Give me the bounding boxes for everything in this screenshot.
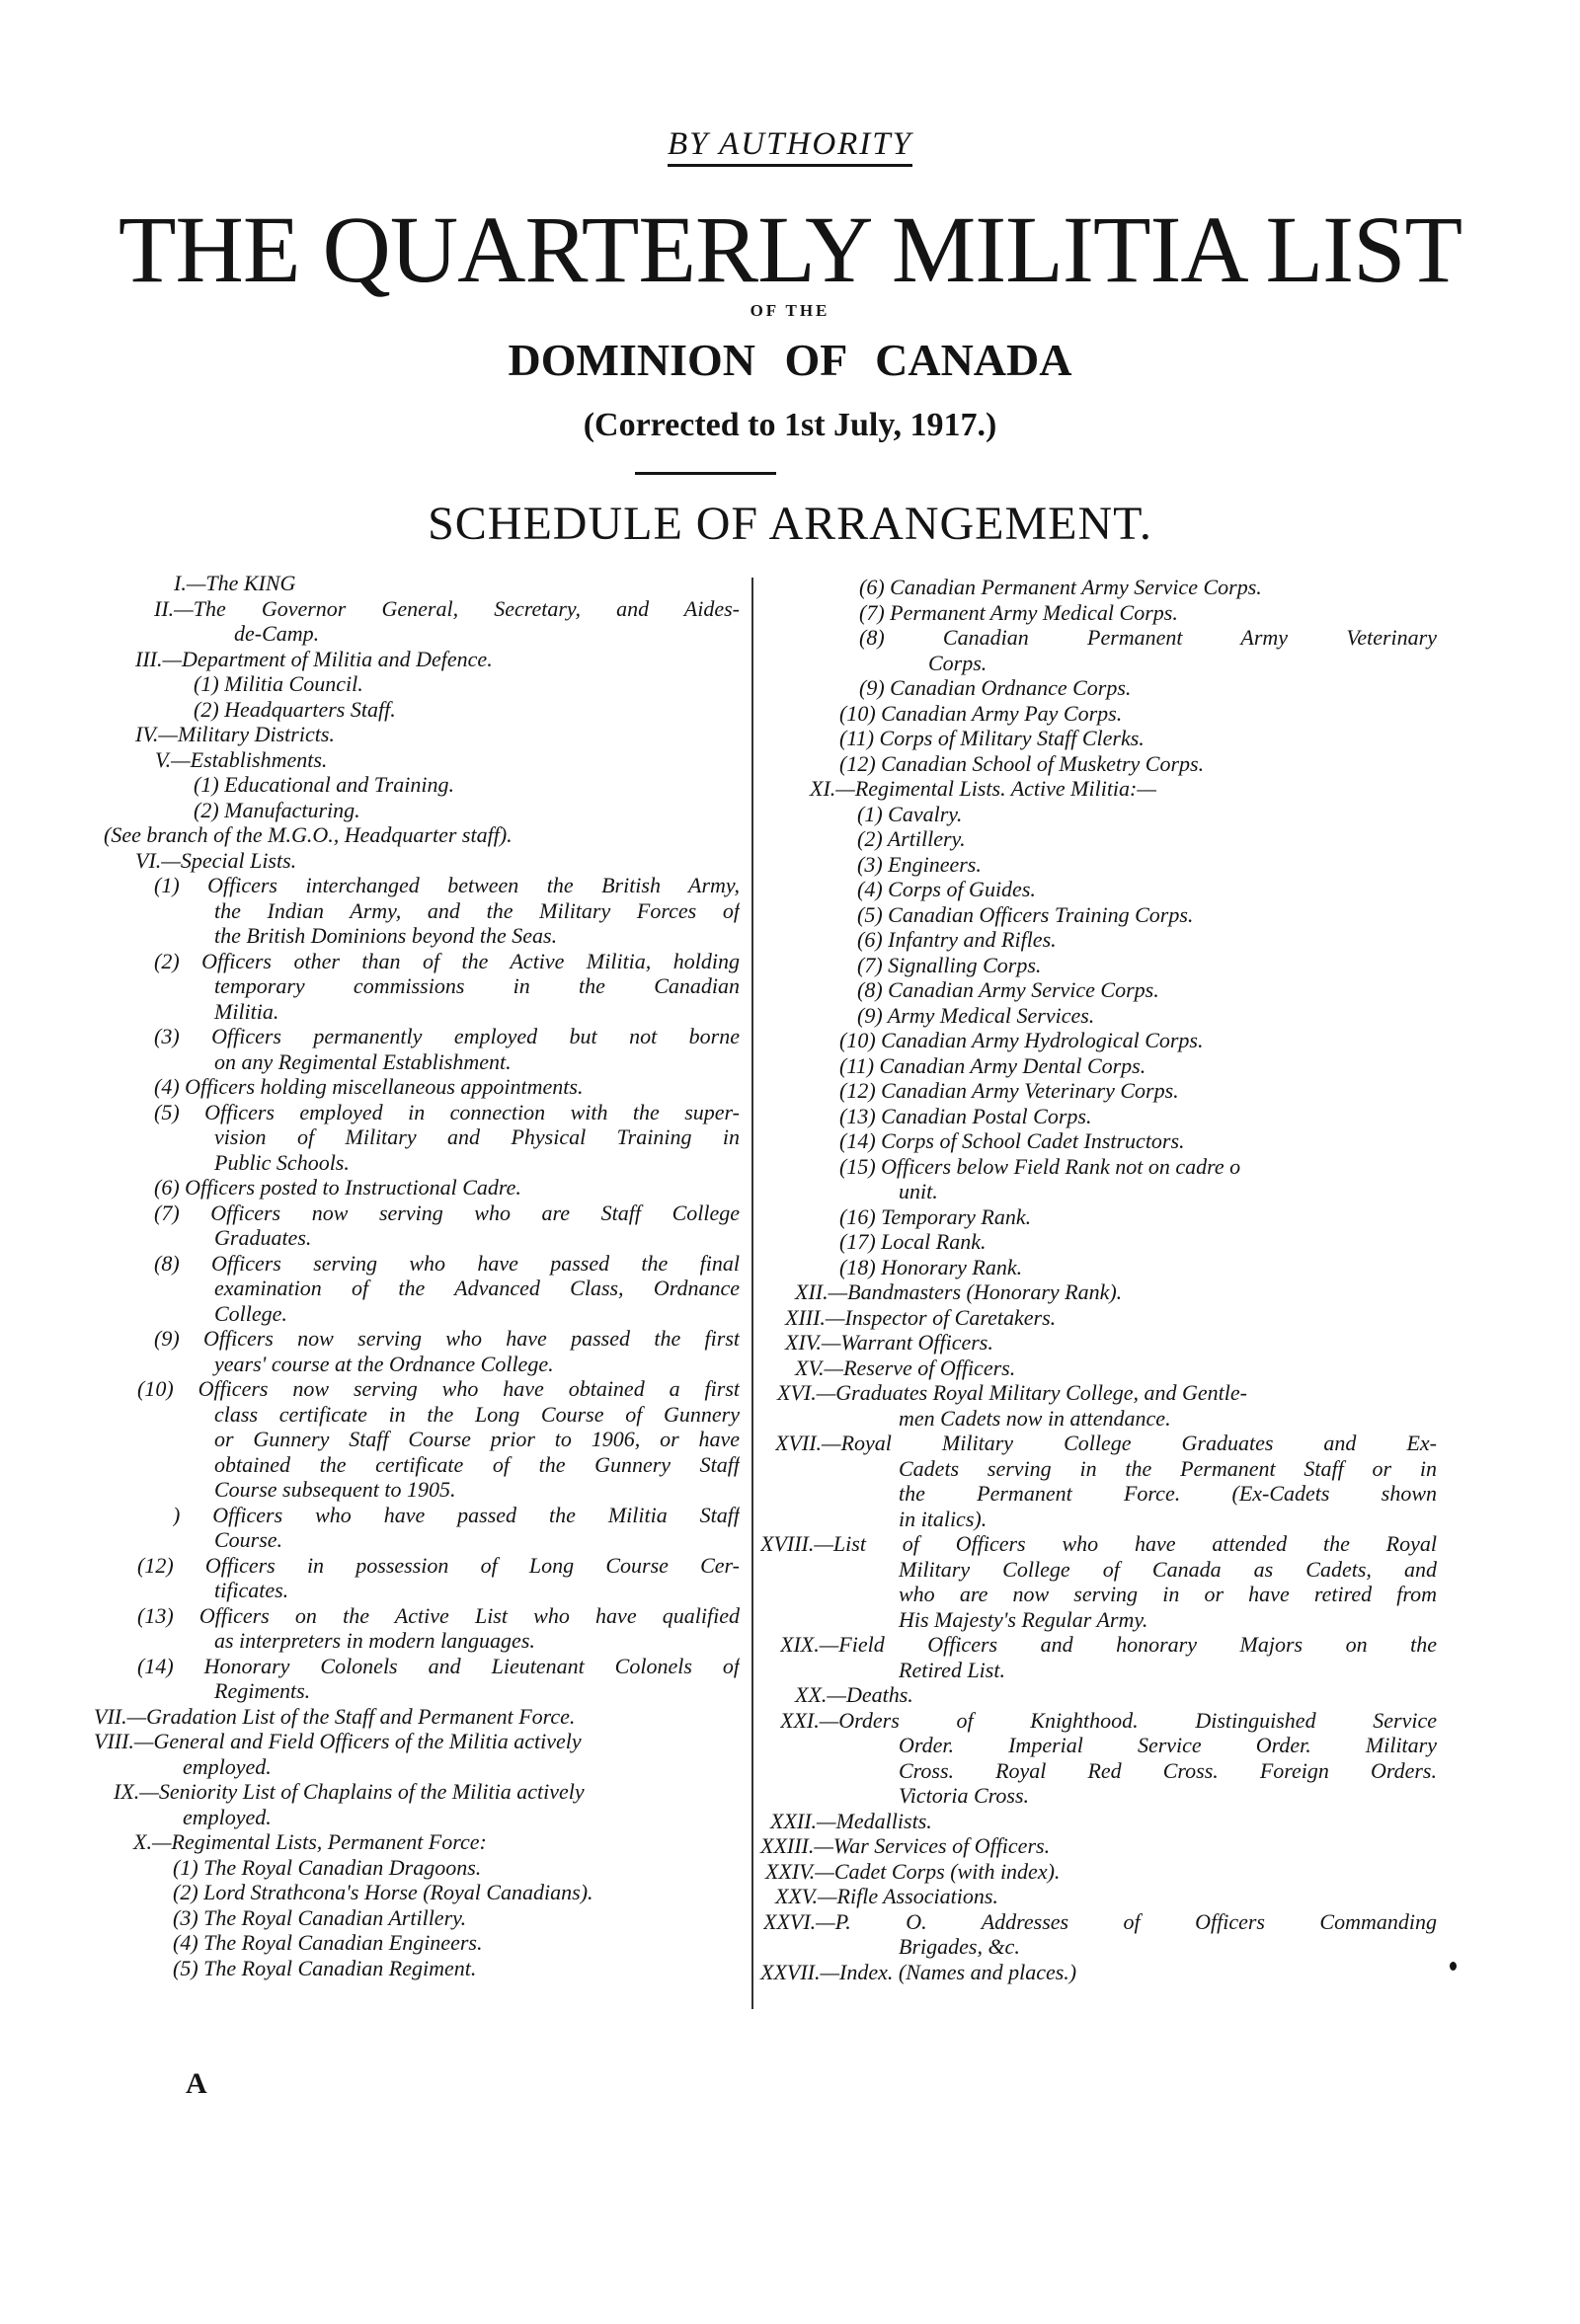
corrected-date: (Corrected to 1st July, 1917.) — [583, 407, 997, 443]
contents-entry: III.—Department of Militia and Defence. — [135, 646, 493, 671]
contents-entry: (7) Officers now serving who are Staff College — [154, 1200, 740, 1225]
contents-entry: IX.—Seniority List of Chaplains of the Militia actively — [114, 1779, 585, 1804]
contents-entry: VI.—Special Lists. — [135, 847, 297, 873]
contents-entry: XV.—Reserve of Officers. — [795, 1355, 1016, 1380]
contents-entry: (17) Local Rank. — [839, 1229, 987, 1254]
contents-entry: (10) Canadian Army Hydrological Corps. — [839, 1028, 1204, 1052]
contents-entry: (4) The Royal Canadian Engineers. — [173, 1930, 483, 1955]
contents-entry: XXII.—Medallists. — [770, 1808, 932, 1833]
contents-entry: on any Regimental Establishment. — [214, 1048, 512, 1074]
contents-entry: Course subsequent to 1905. — [214, 1477, 456, 1502]
contents-entry: (6) Infantry and Rifles. — [857, 927, 1057, 952]
margin-dot — [1450, 1962, 1457, 1971]
contents-entry: (4) Officers holding miscellaneous appointments. — [154, 1074, 584, 1099]
contents-entry: (8) Canadian Permanent Army Veterinary — [859, 625, 1437, 650]
right-column — [760, 575, 1442, 1984]
contents-entry: XIX.—Field Officers and honorary Majors on the — [780, 1632, 1437, 1657]
contents-entry: XXIV.—Cadet Corps (with index). — [765, 1858, 1061, 1884]
contents-entry: (1) Officers interchanged between the British Army, — [154, 873, 740, 897]
contents-entry: (13) Canadian Postal Corps. — [839, 1103, 1092, 1128]
page-signature-mark: A — [186, 2067, 207, 2100]
schedule-heading: SCHEDULE OF ARRANGEMENT. — [428, 498, 1152, 550]
contents-entry: the British Dominions beyond the Seas. — [214, 923, 558, 948]
contents-entry: V.—Establishments. — [155, 746, 328, 772]
contents-entry: Regiments. — [214, 1678, 311, 1703]
contents-entry: VIII.—General and Field Officers of the Militia actively — [94, 1729, 582, 1753]
contents-entry: Brigades, &c. — [899, 1934, 1020, 1959]
contents-entry: (1) Militia Council. — [194, 671, 363, 696]
contents-entry: (11) Canadian Army Dental Corps. — [839, 1052, 1146, 1078]
contents-entry: Course. — [214, 1527, 283, 1552]
contents-entry: XXVI.—P. O. Addresses of Officers Commanding — [763, 1908, 1437, 1934]
contents-entry: XVI.—Graduates Royal Military College, and Gentle- — [777, 1380, 1247, 1405]
contents-entry: (10) Canadian Army Pay Corps. — [839, 700, 1123, 726]
contents-entry: (9) Army Medical Services. — [857, 1002, 1095, 1028]
contents-entry: (6) Officers posted to Instructional Cadre. — [154, 1175, 521, 1200]
contents-entry: the Indian Army, and the Military Forces of — [214, 897, 740, 923]
contents-entry: XXI.—Orders of Knighthood. Distinguished Service — [780, 1707, 1437, 1733]
contents-entry: or Gunnery Staff Course prior to 1906, or have — [214, 1427, 740, 1451]
dominion-heading: DOMINION OF CANADA — [508, 335, 1072, 385]
by-authority-text: BY AUTHORITY — [668, 126, 912, 167]
contents-entry: (1) Cavalry. — [857, 801, 963, 826]
contents-entry: (5) Officers employed in connection with the super- — [154, 1099, 740, 1124]
contents-entry: men Cadets now in attendance. — [899, 1405, 1171, 1431]
contents-entry: (2) Lord Strathcona's Horse (Royal Canadians). — [173, 1880, 593, 1904]
contents-entry: VII.—Gradation List of the Staff and Permanent Force. — [94, 1703, 576, 1729]
contents-entry: Graduates. — [214, 1225, 312, 1250]
contents-entry: XIV.—Warrant Officers. — [785, 1330, 993, 1355]
contents-entry: (7) Permanent Army Medical Corps. — [859, 599, 1178, 625]
contents-entry: Public Schools. — [214, 1149, 350, 1175]
contents-entry: class certificate in the Long Course of Gunnery — [214, 1401, 740, 1427]
contents-entry: obtained the certificate of the Gunnery Staff — [214, 1451, 740, 1477]
contents-entry: IV.—Military Districts. — [135, 722, 335, 746]
contents-entry: (2) Headquarters Staff. — [194, 696, 396, 722]
contents-entry: (5) Canadian Officers Training Corps. — [857, 901, 1194, 927]
contents-entry: XIII.—Inspector of Caretakers. — [785, 1304, 1057, 1330]
contents-entry: examination of the Advanced Class, Ordnance — [214, 1276, 740, 1300]
contents-entry: (12) Canadian Army Veterinary Corps. — [839, 1078, 1179, 1103]
contents-entry: I.—The KING — [174, 571, 296, 595]
contents-entry: ) Officers who have passed the Militia Staff — [173, 1502, 740, 1527]
contents-entry: as interpreters in modern languages. — [214, 1628, 535, 1653]
contents-entry: (4) Corps of Guides. — [857, 877, 1036, 901]
contents-entry: (2) Manufacturing. — [194, 797, 360, 822]
contents-entry: Cadets serving in the Permanent Staff or in — [899, 1455, 1437, 1481]
contents-entry: Order. Imperial Service Order. Military — [899, 1733, 1437, 1757]
contents-entry: (15) Officers below Field Rank not on cadre o — [839, 1153, 1241, 1179]
contents-entry: (1) Educational and Training. — [194, 772, 454, 797]
contents-entry: (2) Officers other than of the Active Militia, holding — [154, 948, 740, 973]
contents-entry: years' course at the Ordnance College. — [214, 1351, 554, 1376]
contents-entry: Retired List. — [899, 1657, 1005, 1682]
contents-entry: (5) The Royal Canadian Regiment. — [173, 1955, 477, 1980]
contents-entry: Militia. — [214, 998, 279, 1024]
contents-entry: College. — [214, 1300, 287, 1326]
left-column — [94, 571, 746, 1980]
contents-entry: temporary commissions in the Canadian — [214, 973, 740, 998]
contents-entry: who are now serving in or have retired from — [899, 1582, 1437, 1606]
contents-entry: (See branch of the M.G.O., Headquarter staff). — [104, 822, 513, 847]
contents-entry: (7) Signalling Corps. — [857, 952, 1042, 977]
contents-entry: (14) Corps of School Cadet Instructors. — [839, 1128, 1185, 1153]
contents-entry: (9) Officers now serving who have passed the first — [154, 1326, 740, 1351]
contents-entry: II.—The Governor General, Secretary, and Aides- — [154, 595, 740, 621]
contents-entry: (16) Temporary Rank. — [839, 1203, 1032, 1229]
contents-entry: (12) Officers in possession of Long Course Cer- — [137, 1552, 740, 1578]
contents-entry: de-Camp. — [234, 621, 320, 646]
heading-rule — [635, 472, 776, 475]
contents-entry: Victoria Cross. — [899, 1783, 1030, 1808]
contents-entry: Corps. — [928, 650, 988, 675]
contents-entry: (8) Officers serving who have passed the final — [154, 1250, 740, 1276]
contents-entry: tificates. — [214, 1578, 289, 1602]
contents-entry: employed. — [183, 1753, 272, 1779]
contents-entry: XVII.—Royal Military College Graduates and Ex- — [775, 1431, 1437, 1455]
document-title: THE QUARTERLY MILITIA LIST — [118, 196, 1462, 302]
contents-entry: (10) Officers now serving who have obtained a first — [137, 1376, 740, 1401]
contents-entry: Cross. Royal Red Cross. Foreign Orders. — [899, 1757, 1437, 1783]
contents-entry: XI.—Regimental Lists. Active Militia:— — [810, 776, 1156, 801]
contents-entry: (12) Canadian School of Musketry Corps. — [839, 750, 1205, 776]
contents-entry: vision of Military and Physical Training in — [214, 1124, 740, 1149]
by-authority-heading — [0, 126, 1580, 163]
contents-entry: Military College of Canada as Cadets, and — [899, 1556, 1437, 1582]
contents-entry: (6) Canadian Permanent Army Service Corps. — [859, 575, 1262, 599]
contents-entry: (3) Engineers. — [857, 851, 982, 877]
contents-entry: (3) The Royal Canadian Artillery. — [173, 1904, 467, 1930]
contents-entry: unit. — [899, 1179, 938, 1203]
contents-entry: the Permanent Force. (Ex-Cadets shown — [899, 1481, 1437, 1506]
contents-entry: XXVII.—Index. (Names and places.) — [760, 1959, 1077, 1984]
contents-entry: employed. — [183, 1804, 272, 1829]
contents-entry: (8) Canadian Army Service Corps. — [857, 977, 1159, 1002]
column-divider — [751, 578, 753, 2009]
contents-entry: (1) The Royal Canadian Dragoons. — [173, 1854, 482, 1880]
contents-entry: (11) Corps of Military Staff Clerks. — [839, 726, 1145, 750]
contents-entry: in italics). — [899, 1506, 988, 1531]
contents-entry: (18) Honorary Rank. — [839, 1254, 1023, 1279]
of-the-line: OF THE — [750, 301, 830, 320]
contents-entry: XVIII.—List of Officers who have attended the Royal — [760, 1531, 1437, 1556]
contents-entry: XXV.—Rifle Associations. — [775, 1884, 998, 1908]
contents-entry: (3) Officers permanently employed but not borne — [154, 1024, 740, 1048]
contents-entry: (2) Artillery. — [857, 826, 966, 851]
contents-entry: (13) Officers on the Active List who have qualified — [137, 1602, 740, 1628]
contents-entry: XXIII.—War Services of Officers. — [760, 1833, 1051, 1858]
contents-entry: (9) Canadian Ordnance Corps. — [859, 675, 1132, 700]
contents-entry: His Majesty's Regular Army. — [899, 1606, 1148, 1632]
contents-entry: XX.—Deaths. — [795, 1682, 913, 1707]
contents-entry: XII.—Bandmasters (Honorary Rank). — [795, 1279, 1123, 1304]
contents-entry: X.—Regimental Lists, Permanent Force: — [133, 1829, 487, 1854]
contents-entry: (14) Honorary Colonels and Lieutenant Colonels of — [137, 1653, 740, 1678]
